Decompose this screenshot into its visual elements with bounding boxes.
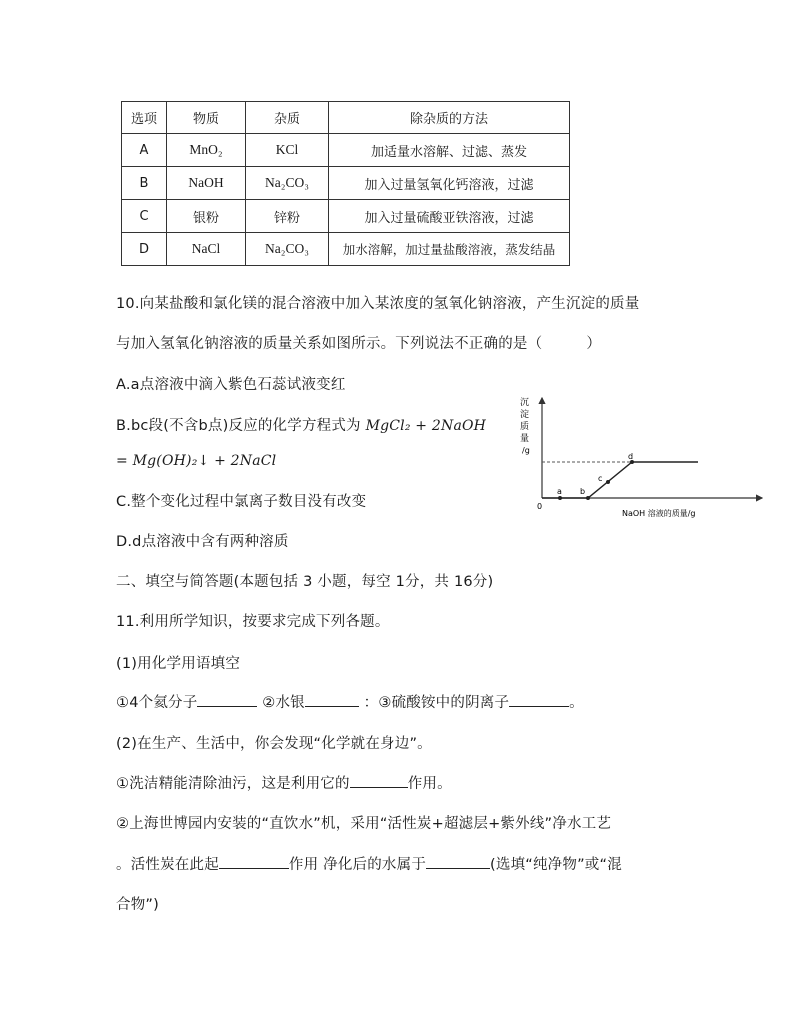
header-substance: 物质 (167, 102, 246, 134)
point-label-d: d (628, 452, 634, 461)
sub2-item2-b: 作用 净化后的水属于 (288, 857, 427, 873)
origin-label: 0 (537, 502, 543, 511)
answer-blank[interactable] (305, 692, 359, 707)
point-c (606, 480, 610, 484)
q11-sub1-title: (1)用化学用语填空 (116, 656, 241, 672)
cell-option: A (122, 134, 167, 167)
header-option: 选项 (122, 102, 167, 134)
precipitate-mass-graph (518, 392, 770, 522)
y-label-char: 淀 (520, 410, 530, 420)
q10-option-c: C.整个变化过程中氯离子数目没有改变 (116, 494, 367, 510)
cell-option: C (122, 200, 167, 233)
sub2-item1-a: ①洗洁精能清除油污，这是利用它的 (116, 776, 350, 792)
q10-option-b-cont (116, 453, 276, 469)
cell-option: D (122, 233, 167, 266)
point-label-b: b (580, 487, 586, 496)
q11-sub2-item2-line3: 合物”) (116, 897, 159, 913)
cell-option: B (122, 167, 167, 200)
sub1-item3: ：③硫酸铵中的阴离子 (363, 695, 510, 711)
answer-blank[interactable] (426, 854, 490, 869)
sub2-item1-b: 作用。 (407, 776, 452, 792)
q10-stem-line2: 与加入氢氧化钠溶液的质量关系如图所示。下列说法不正确的是（ ） (116, 336, 602, 352)
y-label-char: 质 (520, 422, 530, 432)
q10-option-b-formula1: MgCl₂ + 2NaOH (365, 418, 487, 434)
q11-sub1-items (116, 691, 584, 712)
sub1-item2: ②水银 (262, 695, 305, 711)
cell-substance: MnO₂ (167, 134, 246, 167)
answer-blank[interactable] (219, 854, 289, 869)
q10-option-d: D.d点溶液中含有两种溶质 (116, 534, 289, 550)
cell-impurity: Na₂CO₃ (246, 167, 329, 200)
table-row (122, 134, 570, 167)
table-row (122, 233, 570, 266)
cell-method: 加入过量氢氧化钙溶液，过滤 (329, 167, 570, 200)
answer-blank[interactable] (197, 692, 257, 707)
impurity-removal-table (121, 101, 570, 266)
cell-substance: NaOH (167, 167, 246, 200)
sub1-item1: ①4个氦分子 (116, 695, 198, 711)
sub1-item-end: 。 (569, 695, 584, 711)
cell-method: 加适量水溶解、过滤、蒸发 (329, 134, 570, 167)
q10-option-b-formula2: = Mg(OH)₂↓ + 2NaCl (116, 453, 277, 469)
cell-method: 加入过量硫酸亚铁溶液，过滤 (329, 200, 570, 233)
header-method: 除杂质的方法 (329, 102, 570, 134)
q11-sub2-item1 (116, 772, 452, 793)
precipitate-curve (542, 462, 698, 498)
section2-heading: 二、填空与简答题(本题包括 3 小题，每空 1分，共 16分) (116, 574, 494, 590)
cell-impurity: 锌粉 (246, 200, 329, 233)
sub2-item2-a: 。活性炭在此起 (116, 857, 219, 873)
header-impurity: 杂质 (246, 102, 329, 134)
cell-impurity: KCl (246, 134, 329, 167)
table-row (122, 200, 570, 233)
cell-substance: 银粉 (167, 200, 246, 233)
q10-option-a: A.a点溶液中滴入紫色石蕊试液变红 (116, 377, 346, 393)
sub2-item2-c: (选填“纯净物”或“混 (490, 857, 622, 873)
y-label-char: /g (522, 446, 530, 455)
q10-option-b (116, 414, 486, 435)
x-axis-label: NaOH 溶液的质量/g (622, 509, 696, 518)
table-row (122, 167, 570, 200)
cell-method: 加水溶解，加过量盐酸溶液，蒸发结晶 (329, 233, 570, 266)
table-header-row (122, 102, 570, 134)
answer-blank[interactable] (509, 692, 569, 707)
q11-stem: 11.利用所学知识，按要求完成下列各题。 (116, 614, 390, 630)
q11-sub2-item2-line2 (116, 853, 622, 874)
y-label-char: 沉 (520, 398, 530, 408)
q10-option-b-text: B.bc段(不含b点)反应的化学方程式为 (116, 418, 361, 434)
point-label-a: a (557, 487, 562, 496)
q11-sub2-item2-line1: ②上海世博园内安装的“直饮水”机，采用“活性炭+超滤层+紫外线”净水工艺 (116, 816, 612, 832)
y-label-char: 量 (520, 434, 530, 444)
cell-substance: NaCl (167, 233, 246, 266)
point-a (558, 496, 562, 500)
q10-stem-line1: 10.向某盐酸和氯化镁的混合溶液中加入某浓度的氢氧化钠溶液，产生沉淀的质量 (116, 296, 640, 312)
q11-sub2-title: (2)在生产、生活中，你会发现“化学就在身边”。 (116, 736, 432, 752)
point-label-c: c (598, 474, 603, 483)
point-b (586, 496, 590, 500)
cell-impurity: Na₂CO₃ (246, 233, 329, 266)
answer-blank[interactable] (350, 773, 408, 788)
